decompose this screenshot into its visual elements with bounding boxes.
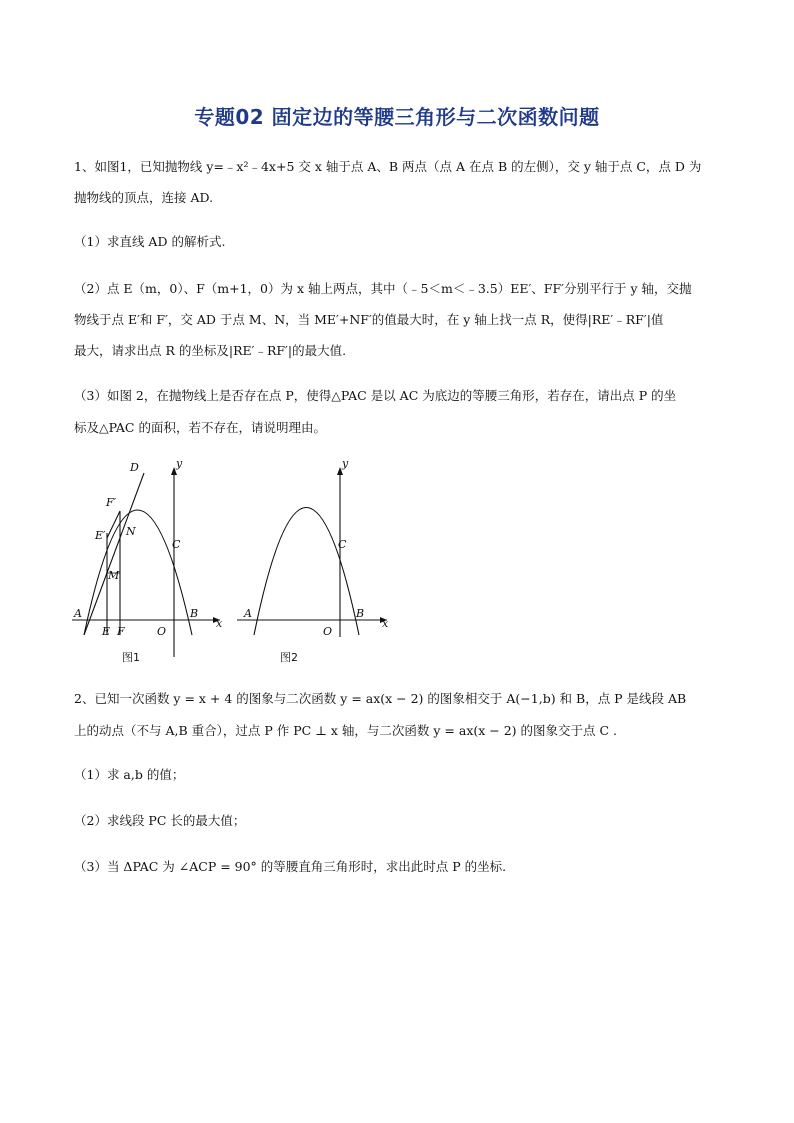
fig1-label-F-prime: F′ <box>106 496 117 509</box>
q1-part-2-line-3: 最大，请求出点 R 的坐标及|RE′﹣RF′|的最大值. <box>74 343 347 358</box>
fig1-label-E: E <box>102 625 111 638</box>
fig1-caption: 图1 <box>122 651 140 664</box>
fig2-caption: 图2 <box>280 651 298 664</box>
fig1-label-C: C <box>172 538 181 551</box>
fig1-label-B: B <box>190 607 199 620</box>
q1-line-2: 抛物线的顶点，连接 AD. <box>74 190 214 205</box>
figure-2 <box>237 467 387 637</box>
fig1-label-E-prime: E′ <box>95 529 106 542</box>
q1-part-3-line-2: 标及△PAC 的面积，若不存在，请说明理由。 <box>74 420 326 435</box>
fig2-label-y: y <box>342 457 349 470</box>
fig1-label-D: D <box>130 461 139 474</box>
q2-part-1: （1）求 a,b 的值； <box>74 767 185 782</box>
fig1-label-F: F <box>117 625 125 638</box>
fig2-parabola <box>254 508 359 636</box>
q1-part-1: （1）求直线 AD 的解析式. <box>74 234 226 249</box>
fig1-label-N: N <box>126 525 136 538</box>
figure-diagram <box>62 455 402 670</box>
fig2-label-O: O <box>323 625 333 638</box>
fig2-label-B: B <box>356 607 365 620</box>
q2-line-1: 2、已知一次函数 y = x + 4 的图象与二次函数 y = ax(x − 2) 的图象相交于 A(−1,b) 和 B，点 P 是线段 AB <box>74 691 687 706</box>
figures <box>62 455 402 670</box>
fig1-label-O: O <box>157 625 167 638</box>
page-title: 专题02 固定边的等腰三角形与二次函数问题 <box>194 105 600 129</box>
q1-part-3-line-1: （3）如图 2，在抛物线上是否存在点 P，使得△PAC 是以 AC 为底边的等腰三角形，若存在，请出点 P 的坐 <box>74 388 677 403</box>
q1-part-2-line-1: （2）点 E（m，0）、F（m+1，0）为 x 轴上两点，其中（﹣5＜m＜﹣3.5）EE′、FF′分别平行于 y 轴，交抛 <box>74 281 692 296</box>
fig2-label-A: A <box>244 607 252 620</box>
fig1-label-A: A <box>74 607 82 620</box>
fig2-label-x: x <box>382 617 389 630</box>
fig1-label-x: x <box>216 617 223 630</box>
q2-line-2: 上的动点（不与 A,B 重合），过点 P 作 PC ⊥ x 轴，与二次函数 y = ax(x − 2) 的图象交于点 C . <box>74 723 618 738</box>
q2-part-2: （2）求线段 PC 长的最大值； <box>74 813 246 828</box>
fig1-label-M: M <box>108 569 120 582</box>
fig1-label-y: y <box>176 457 183 470</box>
q1-part-2-line-2: 物线于点 E′和 F′，交 AD 于点 M、N，当 ME′+NF′的值最大时，在 y 轴上找一点 R，使得|RE′﹣RF′|值 <box>74 312 664 327</box>
figure-1 <box>72 467 220 657</box>
q1-line-1: 1、如图1，已知抛物线 y=﹣x²﹣4x+5 交 x 轴于点 A、B 两点（点 A 在点 B 的左侧），交 y 轴于点 C，点 D 为 <box>74 159 702 174</box>
q2-part-3: （3）当 ΔPAC 为 ∠ACP = 90° 的等腰直角三角形时，求出此时点 P 的坐标. <box>74 859 507 874</box>
fig2-label-C: C <box>338 538 347 551</box>
